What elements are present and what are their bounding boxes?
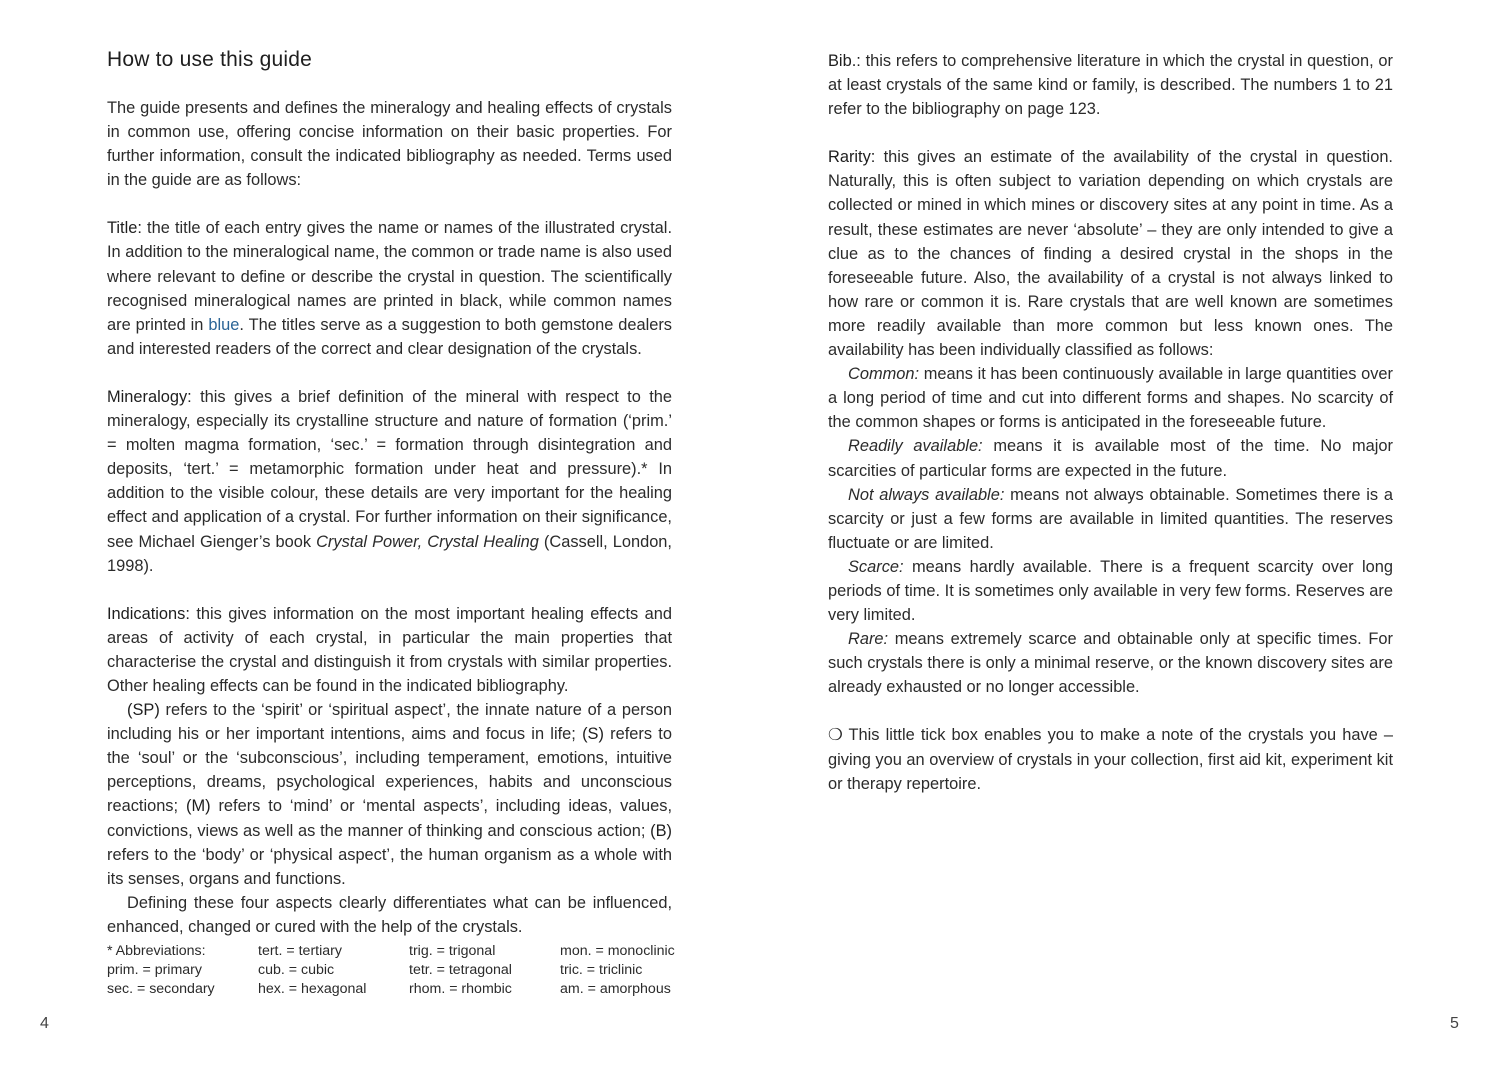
title-text-before: the title of each entry gives the name or names of the illustrated crystal. In addition to the mineralogical name, the common or trade name is also used where relevant to define or describe the crystal in question. The scientifically recognised mineralogical names are printed in black, while common names are printed in [107,219,672,334]
rarity-readily-label: Readily available: [848,437,983,456]
abbr-hex: hex. = hexagonal [258,981,367,997]
right-page [750,0,1500,1084]
rarity-readily-available [828,434,1393,482]
title-term: Title: [107,219,142,238]
abbr-rhom: rhom. = rhombic [409,981,512,997]
rarity-not-always-label: Not always available: [848,485,1005,504]
rarity-text: this gives an estimate of the availability of the crystal in question. Naturally, this is often subject to variation depending on which crystals are collected or mined in which mines or discovery sites at any point in time. As a result, these estimates are never ‘absolute’ – they are only intended to give a clue as to the chances of finding a desired crystal in the shops in the foreseeable future. Also, the availability of a crystal is not always linked to how rare or common it is. Rare crystals that are well known are sometimes more readily available than more common but less known ones. The availability has been individually classified as follows: [828,148,1393,360]
abbr-header: * Abbreviations: [107,943,206,959]
tick-box-icon: ❍ [828,726,843,745]
rarity-scarce-text: means hardly available. There is a frequent scarcity over long periods of time. It is sometimes only available in very few forms. Reserves are very limited. [828,557,1393,625]
indications-paragraph [107,602,672,698]
abbr-mon: mon. = monoclinic [560,943,675,959]
closing-paragraph: Defining these four aspects clearly differentiates what can be influenced, enhanced, changed or cured with the help of the crystals. [107,893,672,936]
book-title: Crystal Power, Crystal Healing [316,532,539,551]
bib-term: Bib.: [828,52,861,70]
abbreviations-footnote [107,942,687,999]
abbr-tric: tric. = triclinic [560,962,643,978]
rarity-common-label: Common: [848,365,920,384]
abbr-tert: tert. = tertiary [258,943,342,959]
rarity-not-always-text: means not always obtainable. Sometimes there is a scarcity or just a few forms are available in limited quantities. The reserves fluctuate or are limited. [828,485,1393,552]
blue-word: blue [208,315,240,334]
rarity-not-always-available [828,483,1393,555]
rarity-common [828,362,1393,434]
indications-term: Indications: [107,604,190,623]
abbr-trig: trig. = trigonal [409,943,496,959]
title-paragraph [107,216,672,361]
m-text: refers to ‘mind’ or ‘mental aspects’, including ideas, values, convictions, views as well as the manner of thinking and conscious action; [107,797,672,840]
page-number-left: 4 [40,1015,49,1032]
abbr-tetr: tetr. = tetragonal [409,962,512,978]
b-label: (B) [650,821,672,840]
mineralogy-text-after: (Cassell, London, 1998). [107,532,672,575]
bib-paragraph [828,49,1393,121]
rarity-scarce-label: Scarce: [848,557,904,576]
m-label: (M) [185,797,211,816]
bib-text: this refers to comprehensive literature in which the crystal in question, or at least crystals of the same kind or family, is described. The numbers 1 to 21 refer to the bibliography on page 123. [828,52,1393,119]
abbr-am: am. = amorphous [560,981,671,997]
rarity-rare-label: Rare: [848,630,889,649]
mineralogy-text-before: this gives a brief definition of the mineral with respect to the mineralogy, especially its crystalline structure and nature of formation (‘prim.’ = molten magma formation, ‘sec.’ = formation through disintegration and deposits, ‘tert.’ = metamorphic formation under heat and pressure).* In addition to the visible colour, these details are very important for the healing effect and application of a crystal. For further information on their significance, see Michael Gienger’s book [107,387,672,551]
page-title: How to use this guide [107,48,312,71]
page-number-right: 5 [1450,1015,1459,1032]
sp-text: refers to the ‘spirit’ or ‘spiritual aspect’, the innate nature of a person including his or her important intentions, aims and focus in life; [107,701,672,744]
mineralogy-term: Mineralogy: [107,387,192,406]
s-text: refers to the ‘soul’ or the ‘subconscious’, including temperament, emotions, intuitive perceptions, dreams, psychological experiences, habits and unconscious reactions; [107,725,672,816]
mineralogy-paragraph [107,385,672,578]
abbr-sec: sec. = secondary [107,981,215,997]
rarity-rare-text: means extremely scarce and obtainable only at specific times. For such crystals there is only a minimal reserve, or the known discovery sites are already exhausted or no longer accessible. [828,630,1393,697]
title-text-after: . The titles serve as a suggestion to both gemstone dealers and interested readers of the correct and clear designation of the crystals. [107,315,672,358]
rarity-common-text: means it has been continuously available in large quantities over a long period of time and cut into different forms and shapes. No scarcity of the common shapes or forms is anticipated in the foreseeable future. [828,365,1393,432]
rarity-readily-text: means it is available most of the time. No major scarcities of particular forms are expected in the future. [828,437,1393,480]
abbr-cub: cub. = cubic [258,962,335,978]
left-column [107,46,672,939]
sp-label: (SP) [127,701,160,720]
indications-text: this gives information on the most important healing effects and areas of activity of each crystal, in particular the main properties that characterise the crystal and distinguish it from crystals with similar properties. Other healing effects can be found in the indicated bibliography. [107,604,672,695]
tickbox-text: This little tick box enables you to make a note of the crystals you have – giving you an overview of crystals in your collection, first aid kit, experiment kit or therapy repertoire. [828,726,1393,793]
s-label: (S) [582,725,604,744]
abbr-prim: prim. = primary [107,962,202,978]
intro-paragraph: The guide presents and defines the mineralogy and healing effects of crystals in common use, offering concise information on their basic properties. For further information, consult the indicated bibliography as needed. Terms used in the guide are as follows: [107,99,672,190]
tickbox-paragraph [828,723,1393,795]
aspects-paragraph [107,698,672,891]
rarity-term: Rarity: [828,148,876,167]
right-column [828,49,1393,796]
rarity-scarce [828,555,1393,627]
rarity-paragraph [828,145,1393,362]
b-text: refers to the ‘body’ or ‘physical aspect’, the human organism as a whole with its senses, organs and functions. [107,845,672,888]
rarity-rare [828,627,1393,699]
